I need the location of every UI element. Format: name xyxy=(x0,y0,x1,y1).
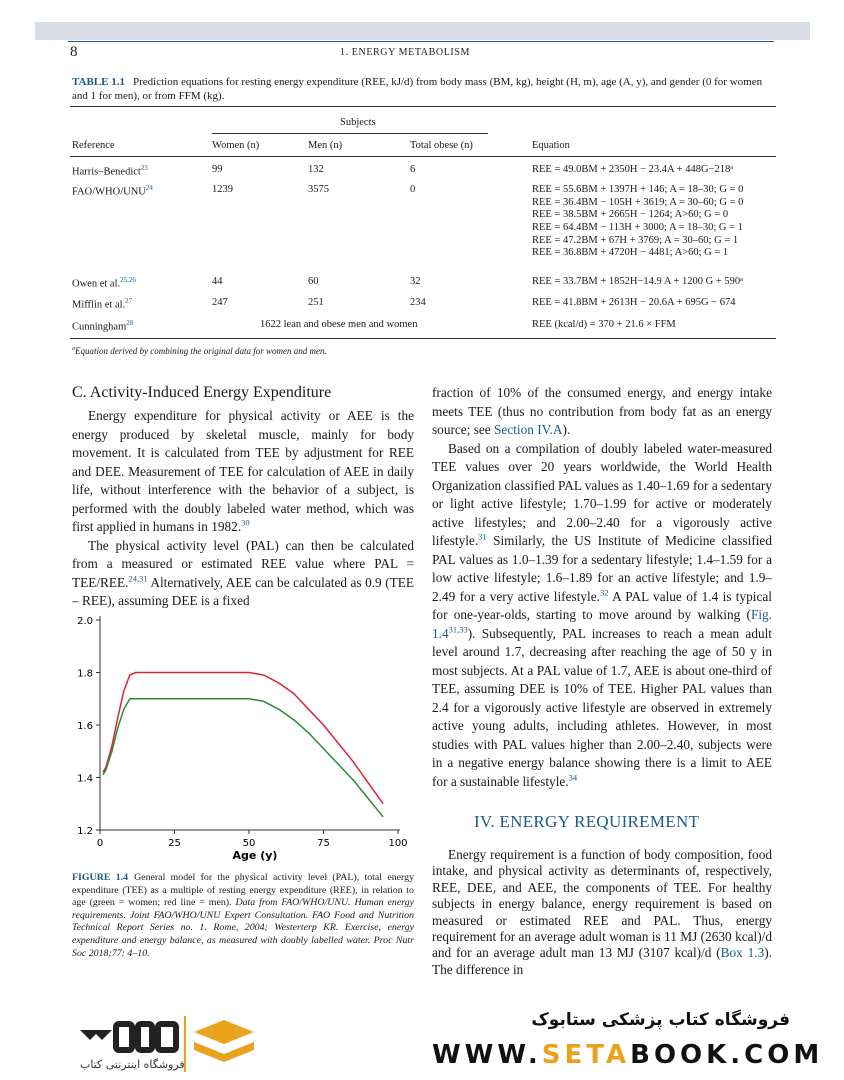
row-women: 44 xyxy=(212,276,223,287)
row-men: 3575 xyxy=(308,184,329,195)
col-reference: Reference xyxy=(72,140,115,151)
series-line-men xyxy=(103,673,383,804)
logo-caption: فروشگاه اینترنتی کتاب xyxy=(80,1058,185,1071)
row-equation: REE (kcal/d) = 370 + 21.6 × FFM xyxy=(532,319,676,330)
x-tick-label: 75 xyxy=(317,838,330,849)
running-title: 1. ENERGY METABOLISM xyxy=(340,47,470,58)
x-axis-label: Age (y) xyxy=(232,849,278,862)
figure-label: FIGURE 1.4 xyxy=(72,872,129,883)
citation-link[interactable]: 24,31 xyxy=(128,573,148,584)
table-bottom-rule xyxy=(70,338,776,339)
y-tick-label: 1.4 xyxy=(77,773,93,785)
row-ref-harris: Harris–Benedict$^{23}$ xyxy=(72,164,148,178)
subjects-header: Subjects xyxy=(340,117,376,128)
x-tick-label: 0 xyxy=(96,838,104,849)
citation-link[interactable]: 32 xyxy=(599,587,609,598)
subjects-rule xyxy=(212,133,488,134)
row-ref-cunningham: Cunningham$^{28}$ xyxy=(72,319,134,333)
section-link[interactable]: Section IV.A xyxy=(494,422,563,437)
row-equation: REE = 33.7BM + 1852H−14.9 A + 1200 G + 590ᵃ xyxy=(532,276,743,287)
figure-source: Data from FAO/WHO/UNU. Human energy requirements. Joint FAO/WHO/UNU Expert Consultation. FAO Food and Nutrition Technical Report Series no. 1. Rome, 2004; Westerterp KR. Exercise, energy expenditure and energy balance, as measured with doubly labelled water. Proc Nutr Soc 2018;77: 4–10. xyxy=(72,897,414,959)
paragraph: Energy expenditure for physical activity or AEE is the energy produced by skeletal muscle, mainly for body movement. It is calculated from TEE by adjustment for REE and DEE. Measurement of TEE for calculation of AEE in daily life, without interference with the behavior of a subject, is performed with the doubly labeled water method, which was first applied in humans in 1982.30 xyxy=(72,408,414,534)
y-tick-label: 1.6 xyxy=(77,721,93,732)
row-men: 251 xyxy=(308,297,324,308)
row-men: 132 xyxy=(308,164,324,175)
row-obese: 0 xyxy=(410,184,416,195)
header-rule xyxy=(68,41,774,42)
table-header-rule xyxy=(70,156,776,157)
table-caption-text: Prediction equations for resting energy expenditure (REE, kJ/d) from body mass (BM, kg), height (H, m), age (A, y), and gender (0 for women and 1 for men), or from FFM (kg). xyxy=(72,76,763,102)
row-women: 99 xyxy=(212,164,223,175)
left-column-text xyxy=(72,407,414,611)
row-ref-owen: Owen et al.$^{25,26}$ xyxy=(72,276,136,290)
y-tick-label: 1.2 xyxy=(77,826,93,837)
citation-link[interactable]: 31 xyxy=(478,531,487,542)
col-equation: Equation xyxy=(532,140,570,151)
col-women: Women (n) xyxy=(212,140,260,151)
figure-caption-text: General model for the physical activity level (PAL), total energy expenditure (TEE) as a multiple of resting energy expenditure (REE), in relation to age (green = women; red line = men). xyxy=(72,872,415,909)
row-equation: REE = 49.0BM + 2350H − 23.4A + 448G−218ᵃ xyxy=(532,164,734,175)
row-obese: 32 xyxy=(410,276,421,287)
row-equation: REE = 41.8BM + 2613H − 20.6A + 695G − 674 xyxy=(532,297,736,308)
y-tick-label: 1.8 xyxy=(77,668,93,680)
page-number: 8 xyxy=(70,44,78,60)
row-women: 1239 xyxy=(212,184,233,195)
y-tick-label: 2.0 xyxy=(77,616,93,627)
col-men: Men (n) xyxy=(308,140,343,151)
figure-link[interactable]: Fig. 1.4 xyxy=(432,607,772,641)
energy-requirement-text xyxy=(432,847,772,978)
row-women: 247 xyxy=(212,297,228,308)
section-heading-iv: IV. ENERGY REQUIREMENT xyxy=(474,812,700,831)
row-obese: 6 xyxy=(410,164,416,175)
box-link[interactable]: Box 1.3 xyxy=(720,945,765,961)
shop-url[interactable]: WWW.SETABOOK.COM xyxy=(432,1040,824,1070)
paragraph: fraction of 10% of the consumed energy, and energy intake meets TEE (thus no contribution from body fat as an energy source; see Section IV.A). xyxy=(432,385,772,437)
row-ref-mifflin: Mifflin et al.$^{27}$ xyxy=(72,297,133,311)
citation-link[interactable]: 34 xyxy=(568,772,578,783)
x-tick-label: 100 xyxy=(388,838,408,849)
pal-age-chart xyxy=(72,608,412,863)
table-label: TABLE 1.1 xyxy=(72,76,125,88)
top-band xyxy=(35,22,810,40)
row-ref-fao: FAO/WHO/UNU$^{24}$ xyxy=(72,184,153,198)
paragraph: Based on a compilation of doubly labeled water-measured TEE values over 20 years worldwide, the World Health Organization classified PAL values as 1.40–1.69 for a sedentary or light active lifestyle; 1.70–1.99 for active or moderately active lifestyles; and 2.00–2.40 for a vigorously active lifestyle.$^{31}$ Similarly, the US Institute of Medicine classified PAL values as 1.0–1.39 for a sedentary lifestyle; 1.4–1.59 for a low active lifestyle; 1.6–1.89 for an active lifestyle; and 1.9–2.49 for a very active lifestyle.$^{32}$ A PAL value of 1.4 is typical for one-year-olds, starting to move around by walking (Fig. 1.4$^{31,33}$). Subsequently, PAL increases to reach a mean adult level around 1.7, decreasing after reaching the age of 50 y in most subjects. At a PAL value of 1.7, AEE is about one-third of TEE, assuming DEE is 10% of TEE. Higher PAL values than 2.4 for a vigorously active lifestyle are observed in extremely active young adults, including athletes. However, in most studies with PAL values higher than 2.00–2.40, subjects were in a negative energy balance showing there is a limit to AEE for a sustainable lifestyle.$^{34}$ xyxy=(432,440,772,789)
paragraph: Energy requirement is a function of body composition, food intake, and physical activity as determinants of, respectively, REE, DEE, and AEE, the components of TEE. For healthy subjects in energy balance, energy requirement is based on measured or estimated REE and PAL. Thus, energy requirement for an average adult woman is 11 MJ (2630 kcal)/d and for an average adult man 13 MJ (3107 kcal)/d (Box 1.3). The difference in xyxy=(432,847,772,977)
table-footnote: $^a$Equation derived by combining the original data for women and men. xyxy=(72,346,327,356)
table-caption xyxy=(72,75,777,103)
shop-name: فروشگاه کتاب پزشکی ستابوک xyxy=(531,1010,790,1030)
row-men: 60 xyxy=(308,276,319,287)
citation-link[interactable]: 30 xyxy=(241,517,250,528)
right-column-text xyxy=(432,384,772,791)
series-line-women xyxy=(103,699,383,817)
section-heading-c: C. Activity-Induced Energy Expenditure xyxy=(72,384,332,401)
col-obese: Total obese (n) xyxy=(410,140,473,151)
paragraph: The physical activity level (PAL) can then be calculated from a measured or estimated REE value where PAL = TEE/REE.$^{24,31}$ Alternatively, AEE can be calculated as 0.9 (TEE – REE), assuming DEE is a fixed xyxy=(72,537,414,608)
row-span-subjects: 1622 lean and obese men and women xyxy=(260,319,418,330)
figure-caption xyxy=(72,872,414,960)
table-top-rule xyxy=(70,106,776,107)
citation-link[interactable]: 31,33 xyxy=(448,624,468,635)
row-equation: REE = 55.6BM + 1397H + 146; A = 18–30; G = 0 REE = 36.4BM − 105H + 3619; A = 30–60; G = 0 REE = 38.5BM + 2665H − 1264; A>60; G = 0 REE = 64.4BM − 113H + 3000; A = 18–30; G = 1 REE = 47.2BM + 67H + 3769; A = 30–60; G = 1 REE = 36.8BM + 4720H − 4481; A>60; G = 1 xyxy=(532,184,744,259)
x-tick-label: 25 xyxy=(168,838,181,849)
x-tick-label: 50 xyxy=(242,838,256,849)
row-obese: 234 xyxy=(410,297,426,308)
